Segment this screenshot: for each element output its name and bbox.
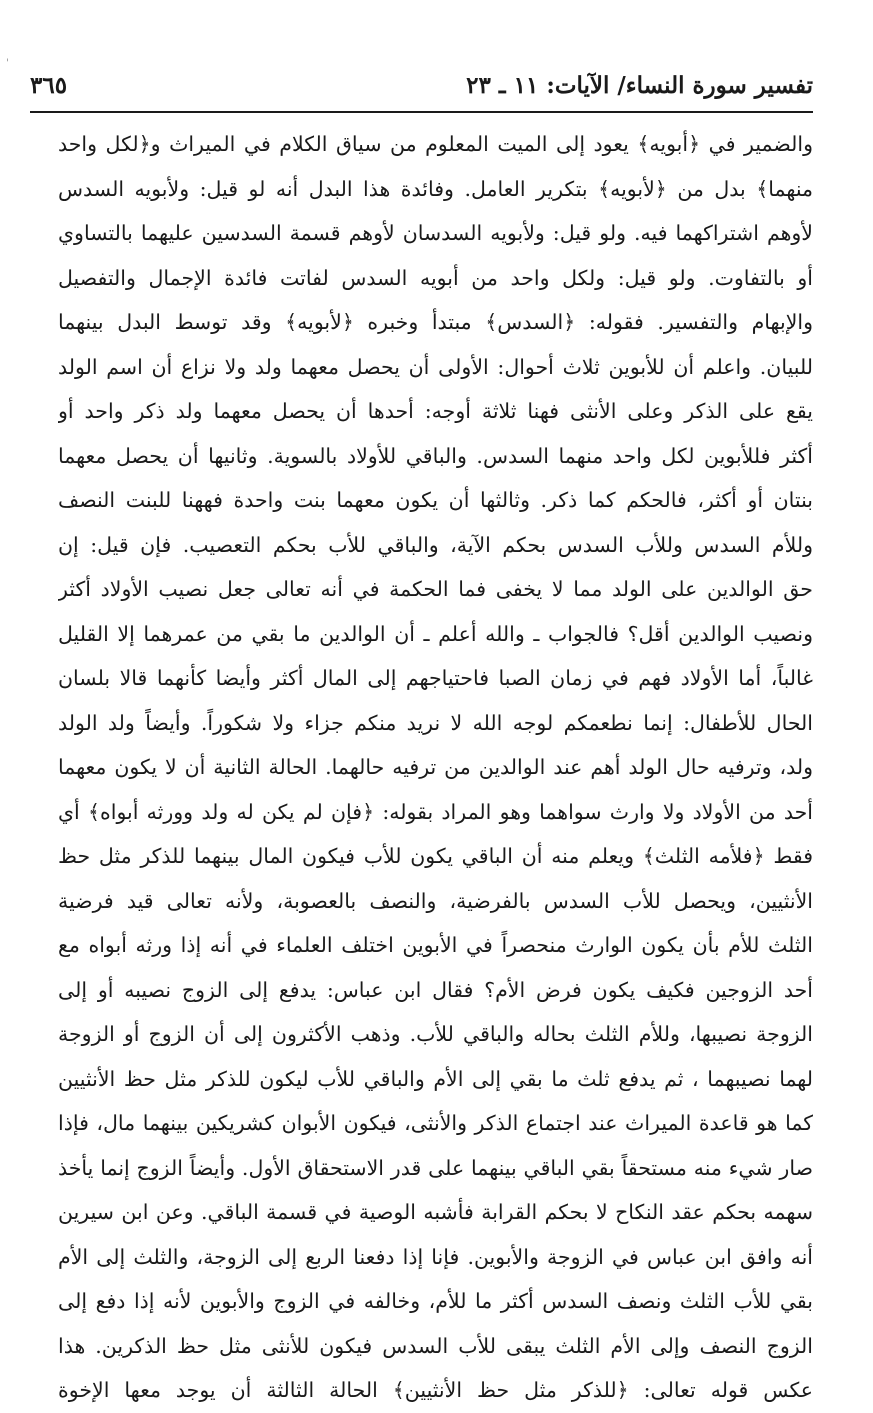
text-line: للبيان. واعلم أن للأبوين ثلاث أحوال: الأولى أن يحصل معهما ولد ولا نزاع أن اسم الولد: [58, 354, 813, 379]
text-line: أحد الزوجين فكيف يكون فرض الأم؟ فقال ابن عباس: يدفع إلى الزوج نصيبه أو إلى: [58, 977, 813, 1002]
text-line: أحد من الأولاد ولا وارث سواهما وهو المراد بقوله: ﴿فإن لم يكن له ولد وورثه أبواه﴾ أي: [58, 799, 813, 824]
page-header: [30, 66, 813, 106]
text-line: سهمه بحكم عقد النكاح لا بحكم القرابة فأشبه الوصية في قسمة الباقي. وعن ابن سيرين: [58, 1200, 813, 1224]
header-rule: [30, 111, 813, 113]
text-line: غالباً، أما الأولاد فهم في زمان الصبا فاحتياجهم إلى المال أكثر وأيضا كأنهما قالا بلسان: [58, 666, 813, 690]
text-line: الأنثيين، ويحصل للأب السدس بالفرضية، والنصف بالعصوبة، ولأنه تعالى قيد فرضية: [58, 888, 813, 913]
page-number: ٣٦٥: [30, 72, 68, 99]
text-line: أكثر فللأبوين لكل واحد منهما السدس. والباقي للأولاد بالسوية. وثانيها أن يحصل معهما: [58, 443, 813, 468]
margin-mark: ': [6, 58, 9, 69]
running-title: تفسير سورة النساء/ الآيات: ١١ ـ ٢٣: [466, 72, 813, 99]
text-line: عكس قوله تعالى: ﴿للذكر مثل حظ الأنثيين﴾ الحالة الثالثة أن يوجد معها الإخوة: [58, 1378, 813, 1402]
text-line: حق الوالدين على الولد مما لا يخفى فما الحكمة في أنه تعالى جعل نصيب الأولاد أكثر: [58, 577, 813, 601]
text-line: كما هو قاعدة الميراث عند اجتماع الذكر والأنثى، فيكون الأبوان كشريكين بينهما مال، فإذا: [58, 1111, 813, 1135]
text-line: ولد، وترفيه حال الولد أهم عند الوالدين من ترفيه حالهما. الحالة الثانية أن لا يكون معهما: [58, 755, 813, 779]
text-line: الزوج النصف وإلى الأم الثلث يبقى للأب السدس فيكون للأنثى مثل حظ الذكرين. هذا: [58, 1333, 813, 1358]
text-line: الثلث للأم بأن يكون الوارث منحصراً في الأبوين اختلف العلماء في أنه إذا ورثه أبواه مع: [58, 933, 813, 957]
body-text: [58, 122, 813, 1413]
text-line: صار شيء منه مستحقاً بقي الباقي بينهما على قدر الاستحقاق الأول. وأيضاً الزوج إنما يأخذ: [58, 1155, 813, 1180]
text-line: يقع على الذكر وعلى الأنثى فهنا ثلاثة أوجه: أحدها أن يحصل معهما ولد ذكر واحد أو: [58, 399, 813, 423]
text-line: والضمير في ﴿أبويه﴾ يعود إلى الميت المعلوم من سياق الكلام في الميراث و﴿لكل واحد: [58, 132, 813, 156]
text-line: وللأم السدس وللأب السدس بحكم الآية، والباقي للأب بحكم التعصيب. فإن قيل: إن: [58, 532, 813, 557]
text-line: لهما نصيبهما ، ثم يدفع ثلث ما بقي إلى الأم والباقي للأب ليكون للذكر مثل حظ الأنثيين: [58, 1066, 813, 1091]
text-line: والإبهام والتفسير. فقوله: ﴿السدس﴾ مبتدأ وخبره ﴿لأبويه﴾ وقد توسط البدل بينهما: [58, 310, 813, 334]
text-line: أنه وافق ابن عباس في الزوجة والأبوين. فإنا إذا دفعنا الربع إلى الزوجة، والثلث إلى الأم: [58, 1244, 813, 1269]
text-line: الحال للأطفال: إنما نطعمكم لوجه الله لا نريد منكم جزاء ولا شكوراً. وأيضاً ولد الولد: [58, 710, 813, 735]
text-line: بنتان أو أكثر، فالحكم كما ذكر. وثالثها أن يكون معهما بنت واحدة فههنا للبنت النصف: [58, 488, 813, 512]
text-line: الزوجة نصيبها، وللأم الثلث بحاله والباقي للأب. وذهب الأكثرون إلى أن الزوج أو الزوجة: [58, 1022, 813, 1046]
text-line: لأوهم اشتراكهما فيه. ولو قيل: ولأبويه السدسان لأوهم قسمة السدسين عليهما بالتساوي: [58, 221, 813, 245]
text-line: منهما﴾ بدل من ﴿لأبويه﴾ بتكرير العامل. وفائدة هذا البدل أنه لو قيل: ولأبويه السدس: [58, 176, 813, 201]
text-line: ونصيب الوالدين أقل؟ فالجواب ـ والله أعلم ـ أن الوالدين ما بقي من عمرهما إلا القليل: [58, 621, 813, 646]
text-line: بقي للأب الثلث ونصف السدس أكثر ما للأم، وخالفه في الزوج والأبوين لأنه إذا دفع إلى: [58, 1289, 813, 1313]
text-line: فقط ﴿فلأمه الثلث﴾ ويعلم منه أن الباقي يكون للأب فيكون المال بينهما للذكر مثل حظ: [58, 844, 813, 868]
text-line: أو بالتفاوت. ولو قيل: ولكل واحد من أبويه السدس لفاتت فائدة الإجمال والتفصيل: [58, 265, 813, 290]
